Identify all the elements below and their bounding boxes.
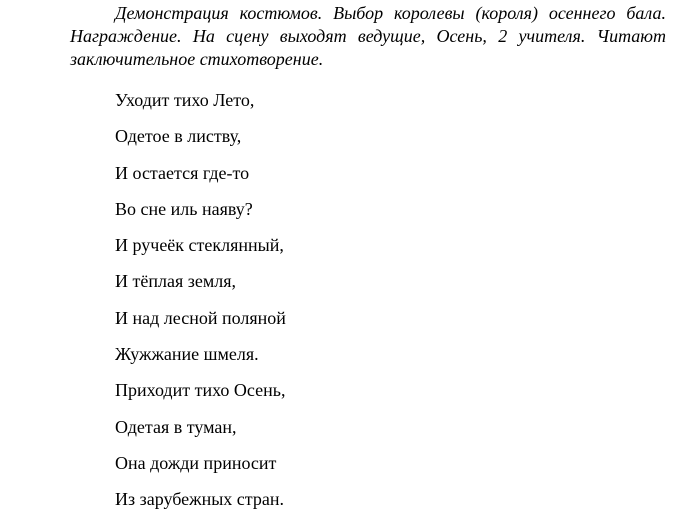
poem-line: Одетое в листву, [115,126,242,147]
poem-line: Приходит тихо Осень, [115,380,286,401]
poem-line: И над лесной поляной [115,307,286,328]
poem-line: И остается где-то [115,162,250,183]
stage-direction: Демонстрация костюмов. Выбор королевы (короля) осеннего бала. Награждение. На сцену выходят ведущие, Осень, 2 учителя. Читают заключительное стихотворение. [70,3,666,69]
poem-line: Жужжание шмеля. [115,344,259,365]
poem-line: Из зарубежных стран. [115,489,285,510]
poem-line: И ручеёк стеклянный, [115,235,284,256]
poem [115,89,286,525]
poem-line: Во сне иль наяву? [115,198,253,219]
poem-line: Одетая в туман, [115,416,237,437]
poem-line: Она дожди приносит [115,452,277,473]
poem-line: И тёплая земля, [115,271,236,292]
poem-line: Уходит тихо Лето, [115,90,255,110]
